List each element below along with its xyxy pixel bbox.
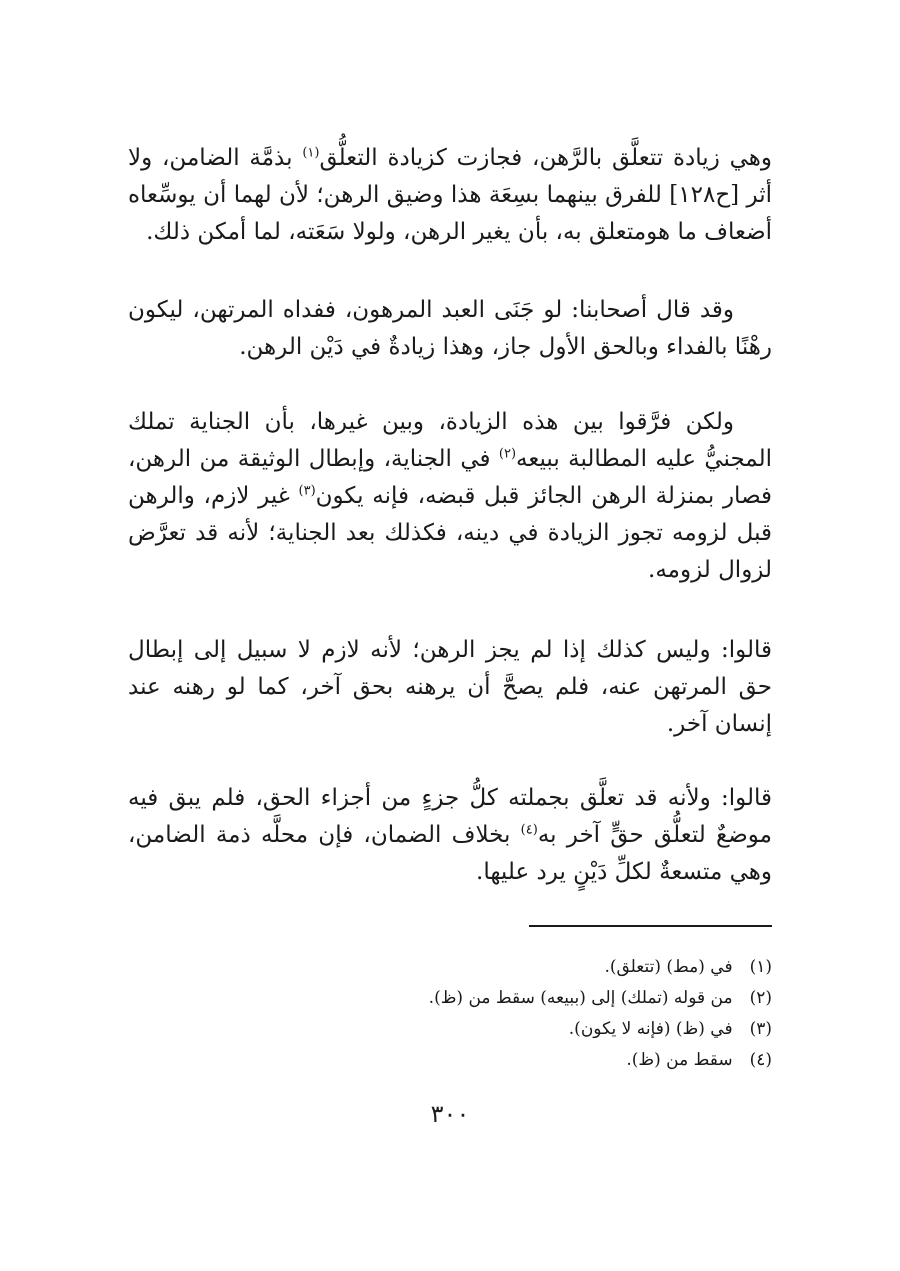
paragraph-1 [128, 140, 772, 251]
footnote-2 [420, 983, 772, 1014]
paragraph-2-text: وقد قال أصحابنا: لو جَنَى العبد المرهون، ففداه المرتهن، ليكون رهْنًا بالفداء وبالحق الأول جاز، وهذا زيادةٌ في دَيْن الرهن. [128, 297, 772, 360]
footnote-text: في (مط) (تتعلق). [604, 957, 733, 977]
footnote-text: في (ظ) (فإنه لا يكون). [568, 1019, 733, 1039]
paragraph-3-text-a: ولكن فرَّقوا بين هذه الزيادة، وبين غيرها، بأن الجناية تملك المجنيُّ عليه المطالبة ببيعه [128, 409, 772, 472]
footnote-ref-4: (٤) [520, 822, 538, 838]
footnote-number: (٢) [749, 988, 772, 1008]
paragraph-5-text-b: بخلاف الضمان، فإن محلَّه ذمة الضامن، وهي متسعةٌ لكلِّ دَيْنٍ يرد عليها. [128, 822, 772, 885]
footnote-number: (٣) [749, 1019, 772, 1039]
footnote-text: من قوله (تملك) إلى (ببيعه) سقط من (ظ). [428, 988, 733, 1008]
footnote-3 [420, 1014, 772, 1045]
paragraph-5-text-a: قالوا: ولأنه قد تعلَّق بجملته كلُّ جزءٍ من أجزاء الحق، فلم يبق فيه موضعٌ لتعلُّق حقٍّ آخر به [128, 785, 772, 848]
paragraph-1-text-a: وهي زيادة تتعلَّق بالرَّهن، فجازت كزيادة التعلُّق [319, 145, 772, 171]
footnote-number: (١) [749, 957, 772, 977]
paragraph-4-text: قالوا: وليس كذلك إذا لم يجز الرهن؛ لأنه لازم لا سبيل إلى إبطال حق المرتهن عنه، فلم يصحَّ أن يرهنه بحق آخر، كما لو رهنه عند إنسان آخر. [128, 637, 772, 737]
footnote-1 [420, 952, 772, 983]
footnote-ref-1: (١) [302, 145, 320, 161]
paragraph-5 [128, 780, 772, 891]
paragraph-4 [128, 632, 772, 743]
paragraph-2 [128, 292, 772, 366]
paragraph-3-text-b: في الجناية، وإبطال الوثيقة من الرهن، فصار بمنزلة الرهن الجائز قبل قبضه، فإنه يكون [128, 446, 773, 509]
footnote-number: (٤) [749, 1050, 772, 1070]
page-number: ٣٠٠ [430, 1100, 470, 1128]
footnotes [420, 952, 772, 1076]
paragraph-3-text-c: غير لازم، والرهن قبل لزومه تجوز الزيادة في دينه، فكذلك بعد الجناية؛ لأنه قد تعرَّض لزوال لزومه. [128, 483, 772, 583]
footnote-ref-2: (٢) [498, 446, 517, 462]
footnote-text: سقط من (ظ). [626, 1050, 733, 1070]
footnote-separator [529, 925, 772, 927]
footnote-ref-3: (٣) [298, 483, 316, 499]
footnote-4 [420, 1045, 772, 1076]
paragraph-1-text-b: بذمَّة الضامن، ولا أثر [ح١٢٨] للفرق بينهما بسِعَة هذا وضيق الرهن؛ لأن لهما أن يوسِّعاه أضعاف ما هومتعلق به، بأن يغير الرهن، ولولا سَعَته، لما أمكن ذلك. [128, 145, 772, 245]
paragraph-3 [128, 404, 772, 589]
